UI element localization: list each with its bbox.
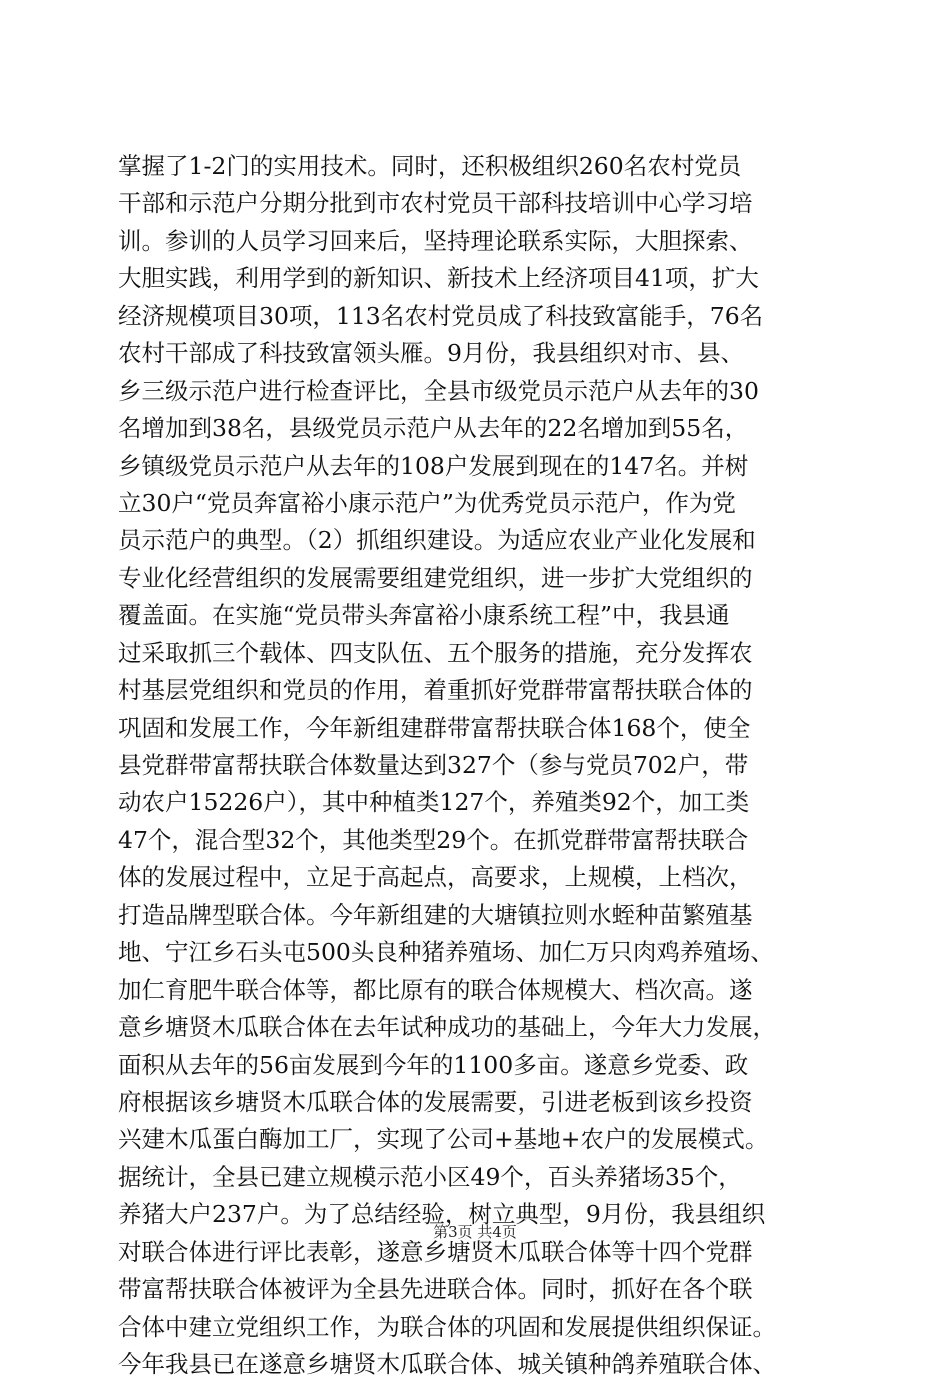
text-line: 据统计，全县已建立规模示范小区49个，百头养猪场35个，	[118, 1162, 742, 1191]
page-number-footer: 第3页 共4页	[433, 1223, 517, 1241]
text-line: 员示范户的典型。（2）抓组织建设。为适应农业产业化发展和	[118, 526, 756, 555]
text-line: 意乡塘贤木瓜联合体在去年试种成功的基础上，今年大力发展，	[118, 1013, 776, 1042]
text-line: 立30户“党员奔富裕小康示范户”为优秀党员示范户，作为党	[118, 488, 736, 517]
text-line: 合体中建立党组织工作，为联合体的巩固和发展提供组织保证。	[118, 1312, 776, 1341]
text-line: 县党群带富帮扶联合体数量达到327个（参与党员702户，带	[118, 751, 749, 779]
text-line: 专业化经营组织的发展需要组建党组织，进一步扩大党组织的	[118, 563, 753, 592]
document-body	[118, 148, 858, 1383]
text-line: 对联合体进行评比表彰，遂意乡塘贤木瓜联合体等十四个党群	[118, 1237, 753, 1266]
text-line: 47个，混合型32个，其他类型29个。在抓党群带富帮扶联合	[118, 825, 749, 854]
text-line: 乡三级示范户进行检查评比，全县市级党员示范户从去年的30	[118, 376, 759, 405]
text-line: 训。参训的人员学习回来后，坚持理论联系实际，大胆探索、	[118, 226, 753, 255]
text-line: 掌握了1-2门的实用技术。同时，还积极组织260名农村党员	[118, 152, 742, 180]
text-line: 带富帮扶联合体被评为全县先进联合体。同时，抓好在各个联	[118, 1275, 753, 1304]
text-line: 加仁育肥牛联合体等，都比原有的联合体规模大、档次高。遂	[118, 975, 753, 1004]
text-line: 地、宁江乡石头屯500头良种猪养殖场、加仁万只肉鸡养殖场、	[118, 938, 774, 967]
text-line: 农村干部成了科技致富领头雁。9月份，我县组织对市、县、	[118, 339, 744, 368]
text-line: 打造品牌型联合体。今年新组建的大塘镇拉则水蛭种苗繁殖基	[118, 900, 753, 929]
text-line: 经济规模项目30项，113名农村党员成了科技致富能手，76名	[118, 301, 764, 330]
text-line: 覆盖面。在实施“党员带头奔富裕小康系统工程”中，我县通	[118, 601, 730, 630]
text-line: 干部和示范户分期分批到市农村党员干部科技培训中心学习培	[118, 189, 753, 218]
text-line: 乡镇级党员示范户从去年的108户发展到现在的147名。并树	[118, 451, 749, 480]
text-line: 兴建木瓜蛋白酶加工厂，实现了公司+基地+农户的发展模式。	[118, 1125, 769, 1154]
text-line: 村基层党组织和党员的作用，着重抓好党群带富帮扶联合体的	[118, 676, 753, 705]
text-line: 巩固和发展工作，今年新组建群带富帮扶联合体168个，使全	[118, 713, 751, 742]
text-line: 面积从去年的56亩发展到今年的1100多亩。遂意乡党委、政	[118, 1050, 749, 1079]
text-line: 动农户15226户），其中种植类127个，养殖类92个，加工类	[118, 788, 750, 817]
text-line: 府根据该乡塘贤木瓜联合体的发展需要，引进老板到该乡投资	[118, 1087, 753, 1116]
text-line: 过采取抓三个载体、四支队伍、五个服务的措施，充分发挥农	[118, 638, 753, 667]
text-line: 体的发展过程中，立足于高起点，高要求，上规模，上档次，	[118, 863, 753, 892]
text-line: 养猪大户237户。为了总结经验，树立典型，9月份，我县组织	[118, 1200, 766, 1229]
text-line: 大胆实践，利用学到的新知识、新技术上经济项目41项，扩大	[118, 264, 759, 293]
text-line: 今年我县已在遂意乡塘贤木瓜联合体、城关镇种鸽养殖联合体、	[118, 1350, 776, 1378]
text-line: 名增加到38名，县级党员示范户从去年的22名增加到55名，	[118, 414, 749, 443]
